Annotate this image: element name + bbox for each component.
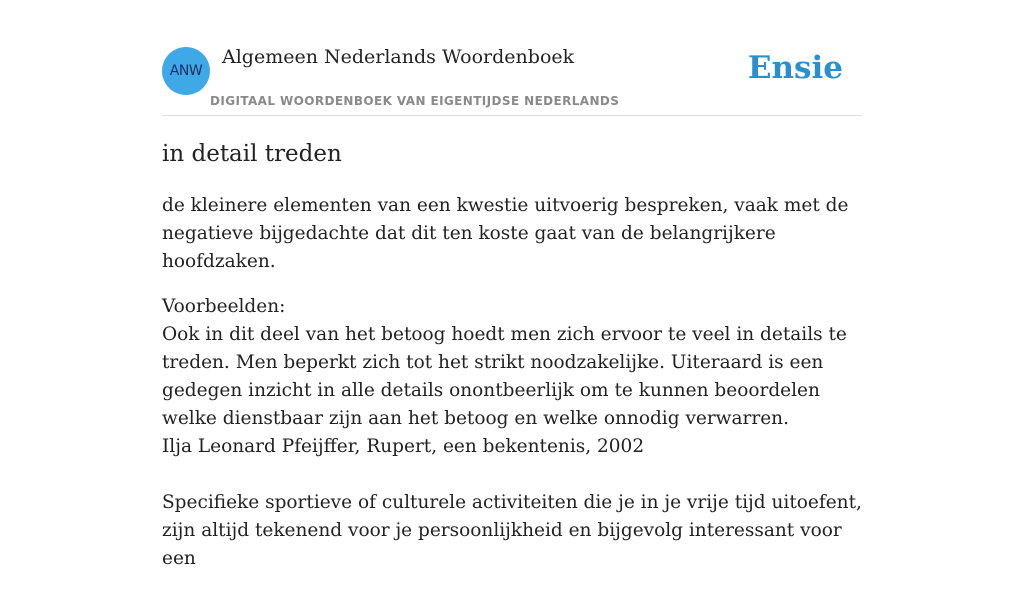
entry-definition: de kleinere elementen van een kwestie uitvoerig bespreken, vaak met de negatieve bijgedachte dat dit ten koste gaat van de belangrijkere hoofdzaken. [162,195,849,272]
example-source: Ilja Leonard Pfeijffer, Rupert, een bekentenis, 2002 [162,436,645,457]
entry-content [162,138,862,601]
header-divider [162,115,862,116]
site-title[interactable]: Algemeen Nederlands Woordenboek [222,46,575,68]
example-text: Specifieke sportieve of culturele activiteiten die je in je vrije tijd uitoefent, zijn altijd tekenend voor je persoonlijkheid en bijgevolg interessant voor een [162,492,862,569]
entry-term: in detail treden [162,141,342,167]
examples-label: Voorbeelden: [162,296,286,317]
examples-section [162,293,862,573]
page [162,0,862,569]
anw-logo[interactable]: ANW [162,47,210,95]
site-subtitle: DIGITAAL WOORDENBOEK VAN EIGENTIJDSE NEDERLANDS [210,94,620,108]
example-item [162,321,862,461]
example-text: Ook in dit deel van het betoog hoedt men zich ervoor te veel in details te treden. Men beperkt zich tot het strikt noodzakelijke. Uiteraard is een gedegen inzicht in alle details onontbeerlijk om te kunnen beoordelen welke dienstbaar zijn aan het betoog en welke onnodig verwarren. [162,324,847,429]
example-item [162,489,862,573]
ensie-brand-logo[interactable]: Ensie [747,50,843,86]
